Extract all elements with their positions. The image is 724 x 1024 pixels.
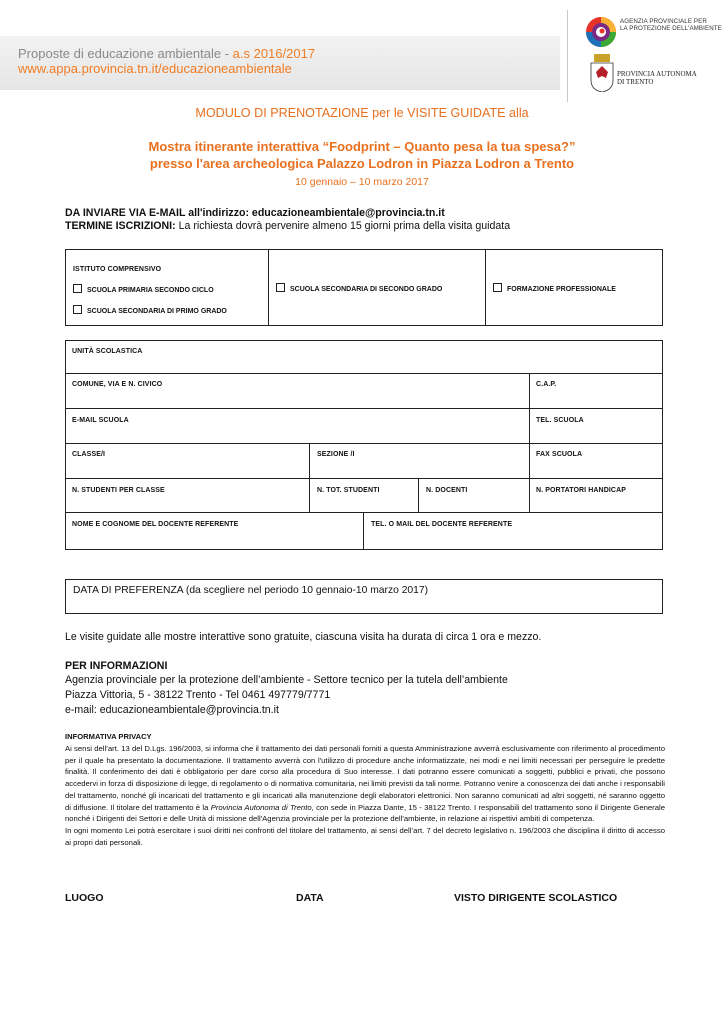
sezione-field[interactable]: SEZIONE /I bbox=[317, 451, 355, 458]
exhibition-title: Mostra itinerante interattiva “Foodprint – Quanto pesa la tua spesa?” bbox=[148, 139, 576, 154]
docente-field[interactable]: NOME E COGNOME DEL DOCENTE REFERENTE bbox=[72, 521, 239, 528]
divider bbox=[485, 249, 486, 326]
unita-field[interactable]: UNITÀ SCOLASTICA bbox=[72, 348, 143, 355]
preference-label: DATA DI PREFERENZA (da scegliere nel periodo 10 gennaio-10 marzo 2017) bbox=[73, 585, 429, 596]
row-line bbox=[65, 373, 663, 374]
exhibition-location: presso l'area archeologica Palazzo Lodron in Piazza Lodron a Trento bbox=[149, 156, 575, 171]
exhibition-dates: 10 gennaio – 10 marzo 2017 bbox=[295, 176, 429, 188]
secondaria-secondo-checkbox[interactable]: SCUOLA SECONDARIA DI SECONDO GRADO bbox=[276, 283, 442, 293]
header-url: www.appa.provincia.tn.it/educazioneambientale bbox=[18, 61, 292, 76]
checkbox-icon[interactable] bbox=[73, 305, 82, 314]
free-visits-note: Le visite guidate alle mostre interattive sono gratuite, ciascuna visita ha durata di circa 1 ora e mezzo. bbox=[65, 631, 542, 643]
col-line bbox=[529, 373, 530, 478]
istituto-label: ISTITUTO COMPRENSIVO bbox=[73, 266, 162, 273]
col-line bbox=[309, 443, 310, 512]
appa-logo-icon bbox=[585, 16, 617, 48]
row-line bbox=[65, 478, 663, 479]
form-title: MODULO DI PRENOTAZIONE per le VISITE GUIDATE alla bbox=[195, 106, 529, 120]
n-docenti-field[interactable]: N. DOCENTI bbox=[426, 487, 468, 494]
comune-field[interactable]: COMUNE, VIA E N. CIVICO bbox=[72, 381, 163, 388]
cap-field[interactable]: C.A.P. bbox=[536, 381, 557, 388]
form-border bbox=[65, 340, 663, 550]
province-name: PROVINCIA AUTONOMA DI TRENTO bbox=[617, 70, 697, 86]
secondaria-primo-checkbox[interactable]: SCUOLA SECONDARIA DI PRIMO GRADO bbox=[73, 305, 227, 315]
n-studenti-field[interactable]: N. STUDENTI PER CLASSE bbox=[72, 487, 165, 494]
col-line bbox=[529, 478, 530, 512]
privacy-text: Ai sensi dell’art. 13 del D.Lgs. 196/2003, si informa che il trattamento dei dati personali forniti a questa Amministrazione avverrà esclusivamente con riferimento al procedimento per il quale ha presentato la documentazione. Il trattamento avverrà con l'utilizzo di procedure anche informatizzate, nei modi e nei limiti necessari per perseguire le predette finalità. Il conferimento dei dati è obbligatorio per dare corso alla procedura di Suo interesse. I dati potranno essere comunicati a soggetti, pubblici e privati, che possono accedervi in forza di disposizione di legge, di regolamento o di normativa comunitaria, nei limiti previsti da tali norme. Potranno venire a conoscenza dei dati anche i responsabili del trattamento, nonché gli incaricati del trattamento e gli incaricati alla manutenzione degli elaboratori elettronici. Non saranno comunicati ad altri soggetti, né saranno oggetto di diffusione. Il titolare del trattamento è la Provincia Autonoma di Trento, con sede in Piazza Dante, 15 - 38122 Trento. I responsabili del trattamento sono il Dirigente Generale nonché i Dirigenti dei Settori e delle Unità di missione dell'Agenzia provinciale per la protezione dell'ambiente, in relazione ai rispettivi ambiti di competenza. In ogni momento Lei potrà esercitare i suoi diritti nei confronti del titolare del trattamento, ai sensi dell’art. 7 del decreto legislativo n. 196/2003 che disciplina il diritto di accesso ai propri dati personali. bbox=[65, 744, 665, 847]
row-line bbox=[65, 443, 663, 444]
send-instructions: DA INVIARE VIA E-MAIL all'indirizzo: educazioneambientale@provincia.tn.it bbox=[65, 207, 445, 219]
date-label: DATA bbox=[296, 892, 324, 904]
deadline-instructions: TERMINE ISCRIZIONI: La richiesta dovrà pervenire almeno 15 giorni prima della visita guidata bbox=[65, 220, 511, 232]
checkbox-icon[interactable] bbox=[276, 283, 285, 292]
info-address: Piazza Vittoria, 5 - 38122 Trento - Tel 0461 497779/7771 bbox=[65, 689, 331, 701]
divider bbox=[268, 249, 269, 326]
info-email: e-mail: educazioneambientale@provincia.tn.it bbox=[65, 704, 279, 716]
privacy-title: INFORMATIVA PRIVACY bbox=[65, 732, 152, 741]
tel-docente-field[interactable]: TEL. O MAIL DEL DOCENTE REFERENTE bbox=[371, 521, 513, 528]
fax-field[interactable]: FAX SCUOLA bbox=[536, 451, 583, 458]
formazione-checkbox[interactable]: FORMAZIONE PROFESSIONALE bbox=[493, 283, 616, 293]
info-title: PER INFORMAZIONI bbox=[65, 660, 168, 672]
signature-label: VISTO DIRIGENTE SCOLASTICO bbox=[454, 892, 618, 904]
classe-field[interactable]: CLASSE/I bbox=[72, 451, 106, 458]
row-line bbox=[65, 408, 663, 409]
place-label: LUOGO bbox=[65, 892, 104, 904]
email-field[interactable]: E-MAIL SCUOLA bbox=[72, 417, 129, 424]
col-line bbox=[418, 478, 419, 512]
col-line bbox=[363, 512, 364, 550]
header-divider bbox=[567, 10, 568, 102]
agency-name: AGENZIA PROVINCIALE PER LA PROTEZIONE DELL'AMBIENTE bbox=[620, 18, 722, 32]
province-coat-of-arms-icon bbox=[590, 54, 614, 92]
n-portatori-field[interactable]: N. PORTATORI HANDICAP bbox=[536, 487, 626, 494]
info-agency: Agenzia provinciale per la protezione dell’ambiente - Settore tecnico per la tutela dell’ambiente bbox=[65, 674, 508, 686]
row-line bbox=[65, 512, 663, 513]
school-data-form bbox=[65, 340, 663, 550]
primaria-checkbox[interactable]: SCUOLA PRIMARIA SECONDO CICLO bbox=[73, 284, 214, 294]
n-tot-field[interactable]: N. TOT. STUDENTI bbox=[317, 487, 380, 494]
checkbox-icon[interactable] bbox=[73, 284, 82, 293]
checkbox-icon[interactable] bbox=[493, 283, 502, 292]
tel-field[interactable]: TEL. SCUOLA bbox=[536, 417, 584, 424]
header-title: Proposte di educazione ambientale - a.s 2016/2017 bbox=[18, 46, 316, 61]
